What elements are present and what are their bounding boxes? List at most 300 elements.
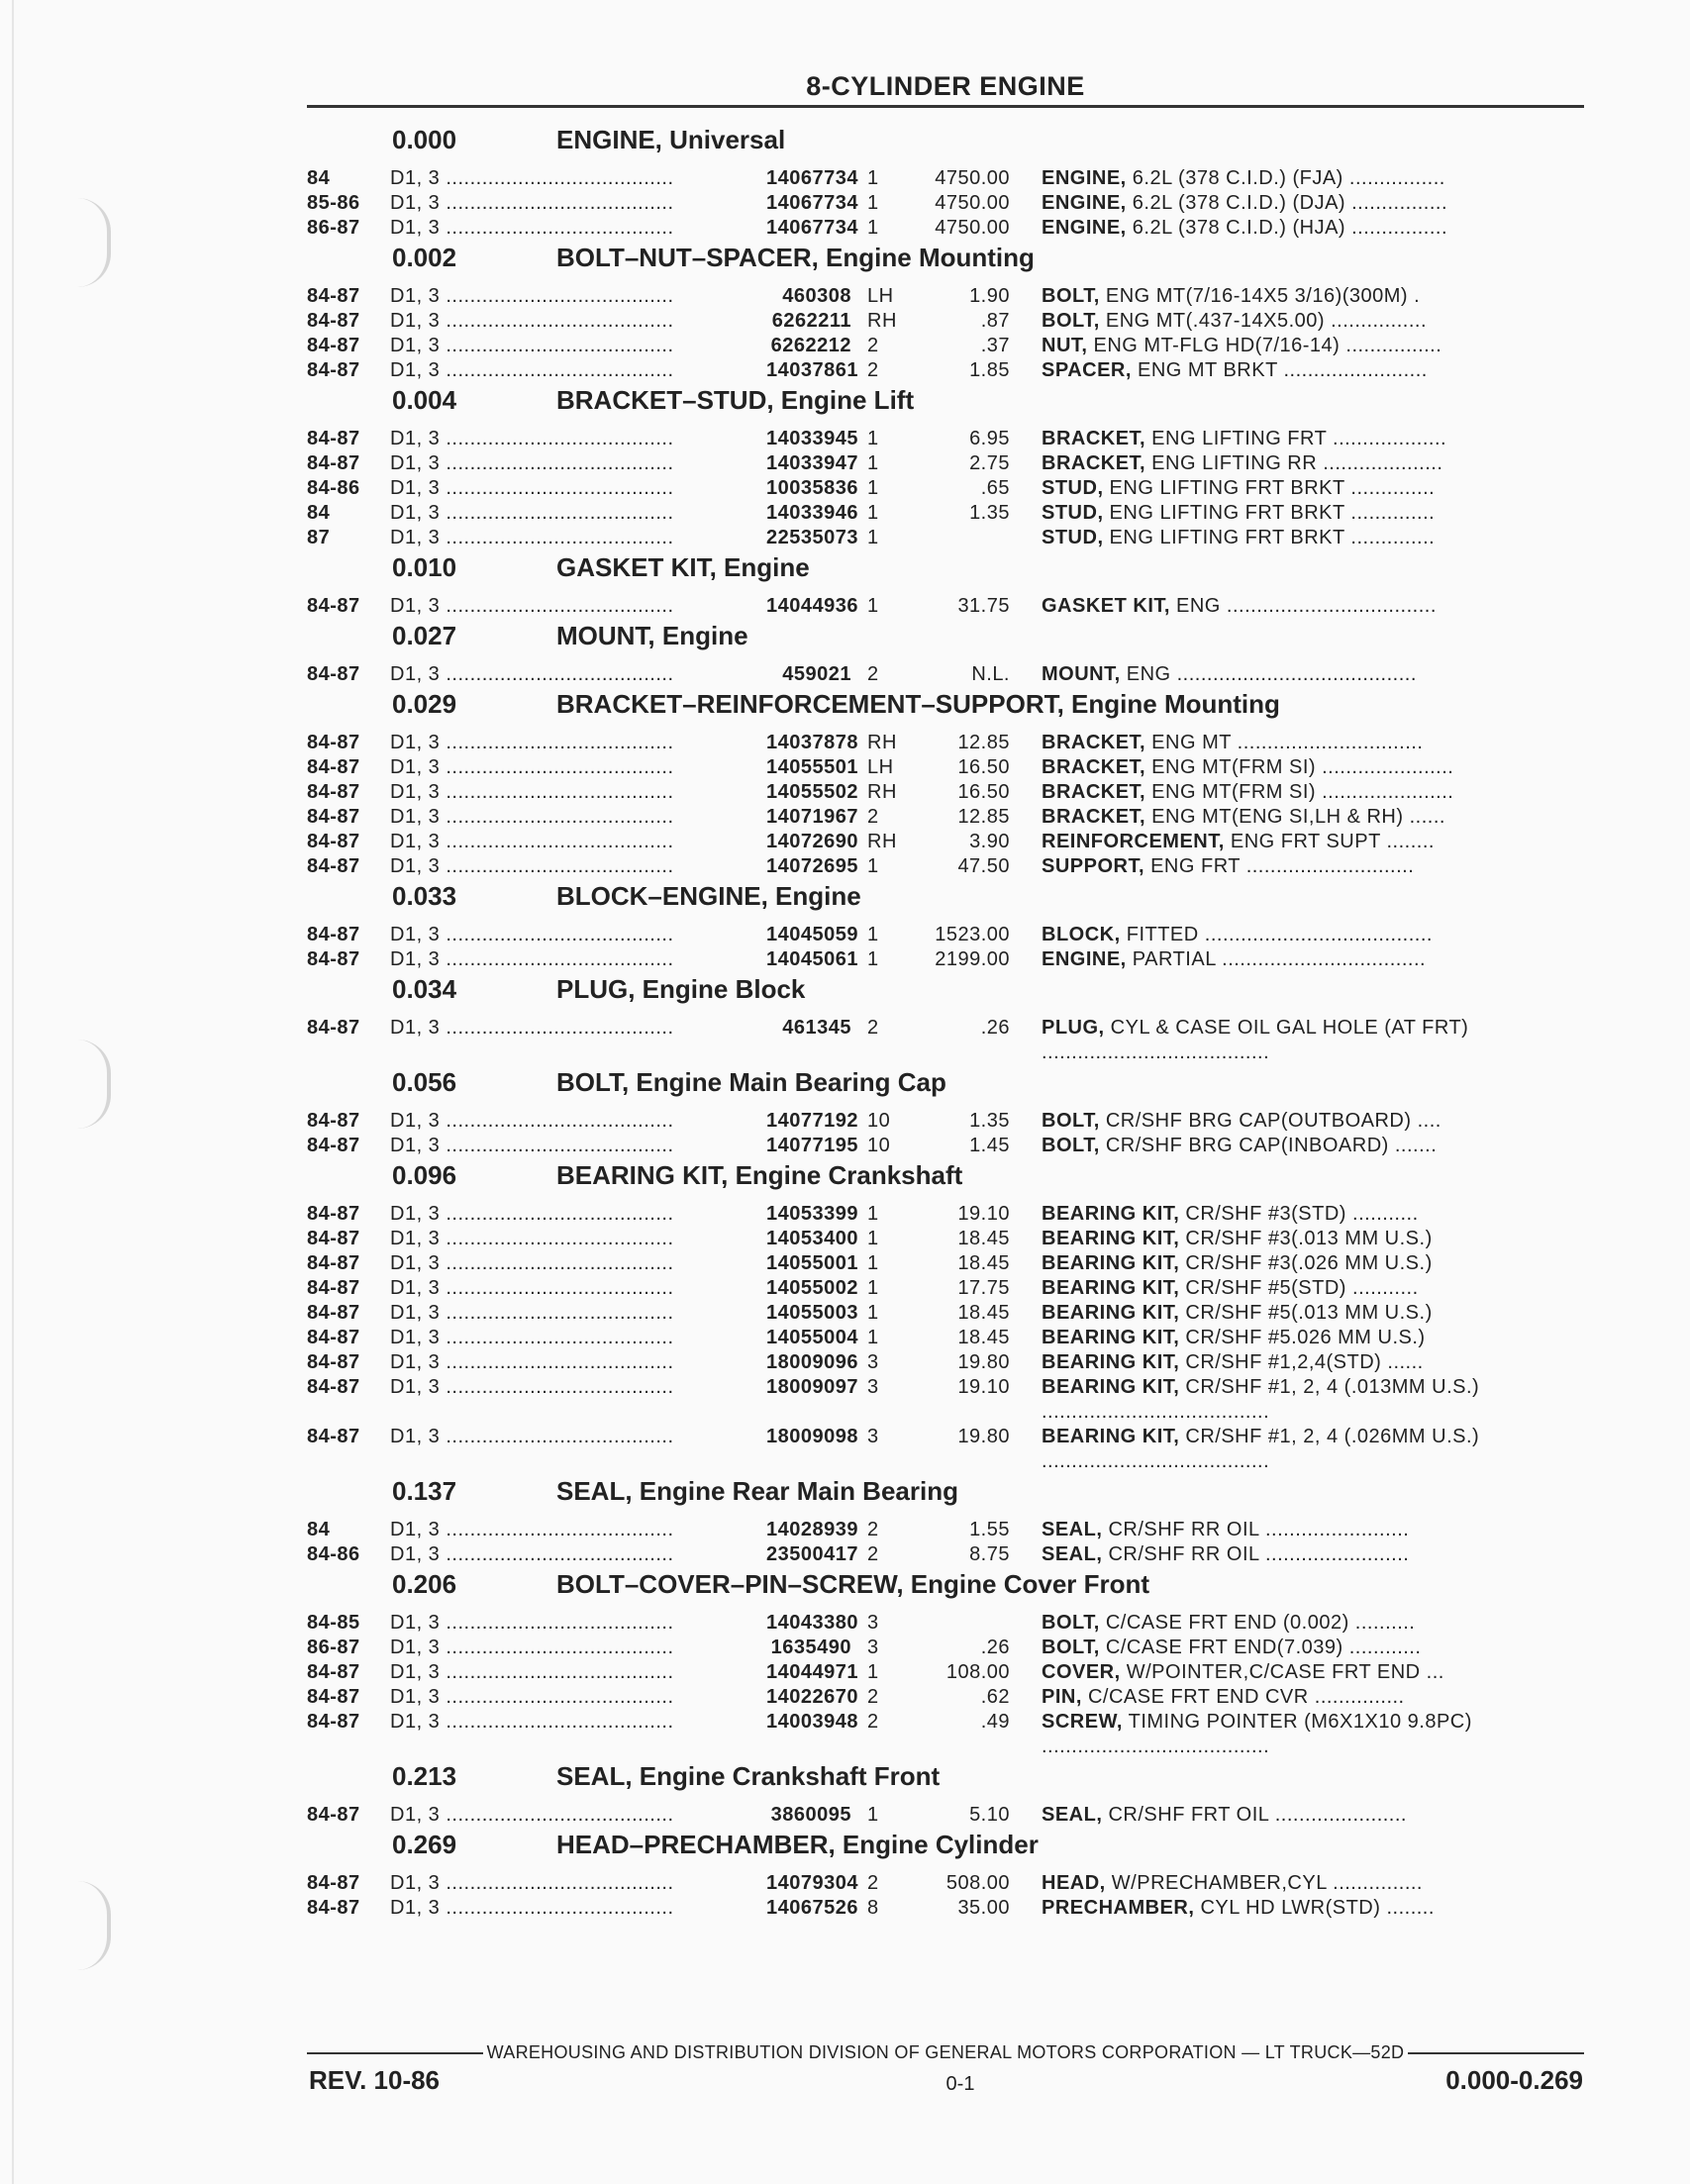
- description-noun: BRACKET,: [1042, 428, 1146, 449]
- model-years: 84-87: [307, 285, 360, 307]
- part-row: [307, 451, 1584, 476]
- part-number: 14033945: [766, 428, 858, 449]
- model-codes: D1, 3 ......................................: [390, 359, 674, 381]
- part-number: 14072695: [766, 855, 858, 877]
- model-codes: D1, 3 ......................................: [390, 335, 674, 356]
- description-noun: ENGINE,: [1042, 948, 1127, 970]
- part-number: 14055003: [766, 1302, 858, 1324]
- group-header: [307, 881, 1584, 923]
- part-row: [307, 594, 1584, 619]
- part-row: [307, 780, 1584, 805]
- group-number: 0.034: [392, 974, 457, 1004]
- model-years: 84-87: [307, 1661, 360, 1683]
- quantity: 1: [867, 595, 879, 617]
- quantity: 1: [867, 477, 879, 499]
- model-codes: D1, 3 ......................................: [390, 1661, 674, 1683]
- model-codes: D1, 3 ......................................: [390, 1612, 674, 1634]
- list-price: 47.50: [957, 855, 1010, 877]
- description-noun: MOUNT,: [1042, 663, 1121, 685]
- model-years: 84-86: [307, 477, 360, 499]
- quantity: 1: [867, 948, 879, 970]
- group-title: SEAL, Engine Crankshaft Front: [556, 1761, 941, 1791]
- group-title: BRACKET–REINFORCEMENT–SUPPORT, Engine Mounting: [556, 689, 1280, 719]
- model-years: 84: [307, 502, 331, 524]
- group-title: BOLT, Engine Main Bearing Cap: [556, 1067, 946, 1097]
- part-number: 14072690: [766, 831, 858, 852]
- description-detail: ENG MT(7/16-14X5 3/16)(300M) .: [1099, 285, 1421, 307]
- part-description: [1042, 1425, 1584, 1474]
- group-number: 0.206: [392, 1569, 457, 1599]
- list-price: 12.85: [957, 806, 1010, 828]
- quantity: 1: [867, 192, 879, 214]
- model-codes: D1, 3 ......................................: [390, 1327, 674, 1348]
- list-price: 17.75: [957, 1277, 1010, 1299]
- quantity: 2: [867, 1872, 879, 1894]
- part-number: 14044936: [766, 595, 858, 617]
- part-row: [307, 854, 1584, 879]
- binder-hole-mark: [77, 198, 111, 287]
- description-noun: SCREW,: [1042, 1711, 1123, 1733]
- part-number: 14037861: [766, 359, 858, 381]
- list-price: 18.45: [957, 1228, 1010, 1249]
- part-number: 14037878: [766, 732, 858, 753]
- list-price: 4750.00: [935, 192, 1010, 214]
- group-title: ENGINE, Universal: [556, 125, 786, 154]
- part-number: 14071967: [766, 806, 858, 828]
- group-number: 0.056: [392, 1067, 457, 1097]
- model-years: 85-86: [307, 192, 360, 214]
- group-header: [307, 689, 1584, 731]
- part-description: [1042, 805, 1584, 830]
- part-number: 14079304: [766, 1872, 858, 1894]
- description-noun: ENGINE,: [1042, 167, 1127, 189]
- part-number: 18009096: [766, 1351, 858, 1373]
- part-number: 14055002: [766, 1277, 858, 1299]
- part-description: [1042, 358, 1584, 383]
- part-row: [307, 526, 1584, 550]
- description-noun: SEAL,: [1042, 1519, 1103, 1540]
- part-number: 14077195: [766, 1135, 858, 1156]
- binder-hole-mark: [77, 1040, 111, 1129]
- part-row: [307, 216, 1584, 241]
- part-row: [307, 1202, 1584, 1227]
- quantity: 1: [867, 1252, 879, 1274]
- list-price: 1.85: [969, 359, 1010, 381]
- part-row: [307, 427, 1584, 451]
- part-row: [307, 1134, 1584, 1158]
- model-codes: D1, 3 ......................................: [390, 663, 674, 685]
- description-detail: 6.2L (378 C.I.D.) (HJA) ................: [1126, 217, 1448, 239]
- group-number: 0.033: [392, 881, 457, 911]
- part-row: [307, 1871, 1584, 1896]
- part-row: [307, 358, 1584, 383]
- page-range: 0.000-0.269: [1445, 2065, 1583, 2095]
- part-description: [1042, 1016, 1584, 1065]
- group-header: [307, 552, 1584, 594]
- quantity: 3: [867, 1637, 879, 1658]
- model-codes: D1, 3 ......................................: [390, 1897, 674, 1919]
- quantity: 2: [867, 1711, 879, 1733]
- group-header: [307, 125, 1584, 166]
- description-detail: ENG LIFTING FRT BRKT ..............: [1103, 527, 1436, 548]
- description-noun: BEARING KIT,: [1042, 1228, 1180, 1249]
- description-noun: NUT,: [1042, 335, 1088, 356]
- part-description: [1042, 923, 1584, 947]
- description-noun: BOLT,: [1042, 1110, 1100, 1132]
- group-title: SEAL, Engine Rear Main Bearing: [556, 1476, 958, 1506]
- list-price: 16.50: [957, 781, 1010, 803]
- quantity: RH: [867, 310, 897, 332]
- description-detail: C/CASE FRT END CVR ...............: [1081, 1686, 1405, 1708]
- part-row: [307, 755, 1584, 780]
- part-row: [307, 334, 1584, 358]
- part-row: [307, 731, 1584, 755]
- description-noun: PRECHAMBER,: [1042, 1897, 1195, 1919]
- footer-line: [307, 2042, 1584, 2063]
- description-noun: STUD,: [1042, 527, 1104, 548]
- model-codes: D1, 3 ......................................: [390, 924, 674, 945]
- quantity: 1: [867, 452, 879, 474]
- model-years: 84-87: [307, 806, 360, 828]
- quantity: RH: [867, 781, 897, 803]
- model-codes: D1, 3 ......................................: [390, 1277, 674, 1299]
- part-number: 1635490: [770, 1637, 851, 1658]
- part-row: [307, 662, 1584, 687]
- model-years: 84-87: [307, 1686, 360, 1708]
- model-years: 84-87: [307, 663, 360, 685]
- part-number: 459021: [782, 663, 851, 685]
- group-title: BLOCK–ENGINE, Engine: [556, 881, 861, 911]
- part-row: [307, 1803, 1584, 1828]
- part-row: [307, 1660, 1584, 1685]
- page-title: 8-CYLINDER ENGINE: [806, 71, 1085, 101]
- model-years: 84-87: [307, 359, 360, 381]
- model-years: 84-85: [307, 1612, 360, 1634]
- part-description: [1042, 309, 1584, 334]
- part-number: 14033946: [766, 502, 858, 524]
- quantity: 1: [867, 855, 879, 877]
- part-description: [1042, 731, 1584, 755]
- description-noun: BEARING KIT,: [1042, 1252, 1180, 1274]
- group-title: GASKET KIT, Engine: [556, 552, 810, 582]
- description-noun: ENGINE,: [1042, 217, 1127, 239]
- part-number: 14003948: [766, 1711, 858, 1733]
- quantity: 1: [867, 924, 879, 945]
- group-header: [307, 1160, 1584, 1202]
- part-row: [307, 1227, 1584, 1251]
- part-number: 14045059: [766, 924, 858, 945]
- description-detail: ENG ...................................: [1169, 595, 1437, 617]
- group-header: [307, 1476, 1584, 1518]
- model-years: 87: [307, 527, 331, 548]
- description-noun: BEARING KIT,: [1042, 1426, 1180, 1447]
- quantity: 1: [867, 1228, 879, 1249]
- part-description: [1042, 1202, 1584, 1227]
- group-title: BOLT–COVER–PIN–SCREW, Engine Cover Front: [556, 1569, 1150, 1599]
- part-description: [1042, 1803, 1584, 1828]
- description-detail: CR/SHF #1, 2, 4 (.013MM U.S.) ......................................: [1042, 1376, 1480, 1423]
- part-description: [1042, 1710, 1584, 1759]
- description-detail: ENG MT ...............................: [1145, 732, 1424, 753]
- model-years: 84-87: [307, 1426, 360, 1447]
- quantity: 1: [867, 1327, 879, 1348]
- description-noun: BRACKET,: [1042, 781, 1146, 803]
- page-edge: [12, 0, 14, 2184]
- quantity: 1: [867, 1203, 879, 1225]
- list-price: 35.00: [957, 1897, 1010, 1919]
- part-row: [307, 1109, 1584, 1134]
- part-number: 6262211: [771, 310, 851, 332]
- description-detail: 6.2L (378 C.I.D.) (FJA) ................: [1126, 167, 1445, 189]
- description-noun: GASKET KIT,: [1042, 595, 1170, 617]
- group-header: [307, 1830, 1584, 1871]
- part-number: 18009098: [766, 1426, 858, 1447]
- model-years: 84-87: [307, 1228, 360, 1249]
- list-price: 4750.00: [935, 217, 1010, 239]
- model-codes: D1, 3 ......................................: [390, 1302, 674, 1324]
- description-noun: BEARING KIT,: [1042, 1203, 1180, 1225]
- part-description: [1042, 501, 1584, 526]
- part-row: [307, 805, 1584, 830]
- title-rule: [307, 105, 1584, 108]
- part-number: 22535073: [766, 527, 858, 548]
- description-detail: CR/SHF FRT OIL ......................: [1102, 1804, 1407, 1826]
- part-description: [1042, 1685, 1584, 1710]
- model-codes: D1, 3 ......................................: [390, 1519, 674, 1540]
- list-price: 1.35: [969, 502, 1010, 524]
- part-description: [1042, 947, 1584, 972]
- part-number: 14045061: [766, 948, 858, 970]
- description-noun: BOLT,: [1042, 1612, 1100, 1634]
- group-number: 0.029: [392, 689, 457, 719]
- part-number: 14077192: [766, 1110, 858, 1132]
- revision-label: REV. 10-86: [309, 2065, 441, 2095]
- part-row: [307, 1425, 1584, 1474]
- description-detail: CR/SHF #5.026 MM U.S.): [1179, 1327, 1426, 1348]
- quantity: RH: [867, 831, 897, 852]
- description-detail: FITTED ......................................: [1120, 924, 1433, 945]
- description-noun: SUPPORT,: [1042, 855, 1145, 877]
- part-row: [307, 1636, 1584, 1660]
- quantity: 2: [867, 1519, 879, 1540]
- description-detail: CR/SHF RR OIL ........................: [1102, 1519, 1410, 1540]
- part-number: 14055004: [766, 1327, 858, 1348]
- model-codes: D1, 3 ......................................: [390, 428, 674, 449]
- model-years: 84-87: [307, 1203, 360, 1225]
- model-years: 84-86: [307, 1543, 360, 1565]
- part-row: [307, 191, 1584, 216]
- part-number: 14053399: [766, 1203, 858, 1225]
- part-number: 14055001: [766, 1252, 858, 1274]
- group-header: [307, 621, 1584, 662]
- quantity: 3: [867, 1351, 879, 1373]
- group-number: 0.213: [392, 1761, 457, 1791]
- description-noun: BRACKET,: [1042, 452, 1146, 474]
- part-description: [1042, 526, 1584, 550]
- list-price: 19.80: [957, 1351, 1010, 1373]
- model-codes: D1, 3 ......................................: [390, 217, 674, 239]
- part-description: [1042, 284, 1584, 309]
- list-price: [911, 526, 1010, 550]
- group-title: BRACKET–STUD, Engine Lift: [556, 385, 915, 415]
- part-description: [1042, 334, 1584, 358]
- list-price: 6.95: [969, 428, 1010, 449]
- description-detail: CR/SHF #3(.026 MM U.S.): [1179, 1252, 1433, 1274]
- model-codes: D1, 3 ......................................: [390, 1110, 674, 1132]
- description-noun: BRACKET,: [1042, 756, 1146, 778]
- model-years: 84-87: [307, 452, 360, 474]
- model-years: 84: [307, 1519, 331, 1540]
- quantity: 3: [867, 1612, 879, 1634]
- quantity: 2: [867, 806, 879, 828]
- part-description: [1042, 1109, 1584, 1134]
- list-price: 5.10: [969, 1804, 1010, 1826]
- description-detail: CR/SHF #3(.013 MM U.S.): [1179, 1228, 1433, 1249]
- model-codes: D1, 3 ......................................: [390, 855, 674, 877]
- model-codes: D1, 3 ......................................: [390, 1228, 674, 1249]
- quantity: 3: [867, 1376, 879, 1398]
- description-noun: BRACKET,: [1042, 806, 1146, 828]
- quantity: 10: [867, 1135, 891, 1156]
- part-number: 14067734: [766, 217, 858, 239]
- binder-hole-mark: [77, 1881, 111, 1970]
- quantity: 1: [867, 1804, 879, 1826]
- model-codes: D1, 3 ......................................: [390, 781, 674, 803]
- quantity: 8: [867, 1897, 879, 1919]
- part-row: [307, 1016, 1584, 1065]
- description-noun: BEARING KIT,: [1042, 1302, 1180, 1324]
- list-price: 18.45: [957, 1327, 1010, 1348]
- part-description: [1042, 755, 1584, 780]
- description-detail: ENG LIFTING FRT BRKT ..............: [1103, 477, 1436, 499]
- model-years: 84-87: [307, 732, 360, 753]
- group-header: [307, 1067, 1584, 1109]
- list-price: .62: [980, 1686, 1010, 1708]
- model-codes: D1, 3 ......................................: [390, 1252, 674, 1274]
- description-noun: BOLT,: [1042, 1135, 1100, 1156]
- list-price: 18.45: [957, 1252, 1010, 1274]
- part-row: [307, 476, 1584, 501]
- description-detail: PARTIAL ..................................: [1126, 948, 1427, 970]
- description-detail: CR/SHF RR OIL ........................: [1102, 1543, 1410, 1565]
- description-detail: CR/SHF #5(.013 MM U.S.): [1179, 1302, 1433, 1324]
- description-noun: BOLT,: [1042, 310, 1100, 332]
- group-number: 0.010: [392, 552, 457, 582]
- description-noun: SEAL,: [1042, 1804, 1103, 1826]
- description-detail: ENG FRT SUPT ........: [1224, 831, 1435, 852]
- part-row: [307, 1542, 1584, 1567]
- group-number: 0.004: [392, 385, 457, 415]
- group-header: [307, 1761, 1584, 1803]
- model-codes: D1, 3 ......................................: [390, 1711, 674, 1733]
- part-row: [307, 1518, 1584, 1542]
- part-number: 461345: [782, 1017, 851, 1039]
- group-header: [307, 1569, 1584, 1611]
- quantity: 1: [867, 217, 879, 239]
- list-price: 19.80: [957, 1426, 1010, 1447]
- part-number: 6262212: [770, 335, 851, 356]
- description-noun: BOLT,: [1042, 1637, 1100, 1658]
- description-detail: ENG ........................................: [1120, 663, 1417, 685]
- group-title: HEAD–PRECHAMBER, Engine Cylinder: [556, 1830, 1039, 1859]
- model-years: 84-87: [307, 1376, 360, 1398]
- group-number: 0.000: [392, 125, 457, 154]
- model-years: 84-87: [307, 428, 360, 449]
- model-years: 84-87: [307, 1277, 360, 1299]
- part-description: [1042, 1326, 1584, 1350]
- part-number: 14055501: [766, 756, 858, 778]
- model-codes: D1, 3 ......................................: [390, 1543, 674, 1565]
- part-description: [1042, 780, 1584, 805]
- part-number: 14067734: [766, 167, 858, 189]
- quantity: 1: [867, 167, 879, 189]
- group-number: 0.269: [392, 1830, 457, 1859]
- list-price: [911, 1611, 1010, 1636]
- quantity: 1: [867, 1277, 879, 1299]
- model-years: 84-87: [307, 756, 360, 778]
- part-description: [1042, 1134, 1584, 1158]
- description-detail: ENG LIFTING FRT ...................: [1145, 428, 1447, 449]
- description-detail: C/CASE FRT END(7.039) ............: [1099, 1637, 1422, 1658]
- part-description: [1042, 166, 1584, 191]
- part-number: 14055502: [766, 781, 858, 803]
- part-row: [307, 166, 1584, 191]
- page-number: 0-1: [945, 2073, 975, 2095]
- part-description: [1042, 1542, 1584, 1567]
- description-detail: ENG FRT ............................: [1144, 855, 1415, 877]
- description-noun: COVER,: [1042, 1661, 1121, 1683]
- part-row: [307, 1301, 1584, 1326]
- part-row: [307, 923, 1584, 947]
- model-years: 84-87: [307, 1135, 360, 1156]
- part-row: [307, 947, 1584, 972]
- list-price: .87: [980, 310, 1010, 332]
- group-number: 0.096: [392, 1160, 457, 1190]
- part-description: [1042, 594, 1584, 619]
- list-price: 19.10: [957, 1203, 1010, 1225]
- quantity: 3: [867, 1426, 879, 1447]
- model-years: 84-87: [307, 595, 360, 617]
- model-years: 84-87: [307, 1017, 360, 1039]
- model-codes: D1, 3 ......................................: [390, 948, 674, 970]
- part-row: [307, 1326, 1584, 1350]
- part-number: 14022670: [766, 1686, 858, 1708]
- part-description: [1042, 1611, 1584, 1636]
- model-codes: D1, 3 ......................................: [390, 285, 674, 307]
- part-description: [1042, 1301, 1584, 1326]
- list-price: N.L.: [971, 663, 1010, 685]
- list-price: 12.85: [957, 732, 1010, 753]
- description-detail: ENG MT(FRM SI) ......................: [1145, 756, 1454, 778]
- footer-rule-right: [1408, 2052, 1584, 2054]
- model-codes: D1, 3 ......................................: [390, 477, 674, 499]
- part-description: [1042, 1518, 1584, 1542]
- description-noun: BEARING KIT,: [1042, 1327, 1180, 1348]
- model-years: 86-87: [307, 1637, 360, 1658]
- quantity: 2: [867, 359, 879, 381]
- group-header: [307, 385, 1584, 427]
- list-price: 3.90: [969, 831, 1010, 852]
- description-noun: STUD,: [1042, 477, 1104, 499]
- model-codes: D1, 3 ......................................: [390, 167, 674, 189]
- part-number: 23500417: [766, 1543, 858, 1565]
- description-detail: ENG LIFTING RR ....................: [1145, 452, 1443, 474]
- group-title: BOLT–NUT–SPACER, Engine Mounting: [556, 243, 1035, 272]
- list-price: 2.75: [969, 452, 1010, 474]
- model-codes: D1, 3 ......................................: [390, 527, 674, 548]
- quantity: 1: [867, 527, 879, 548]
- quantity: 2: [867, 663, 879, 685]
